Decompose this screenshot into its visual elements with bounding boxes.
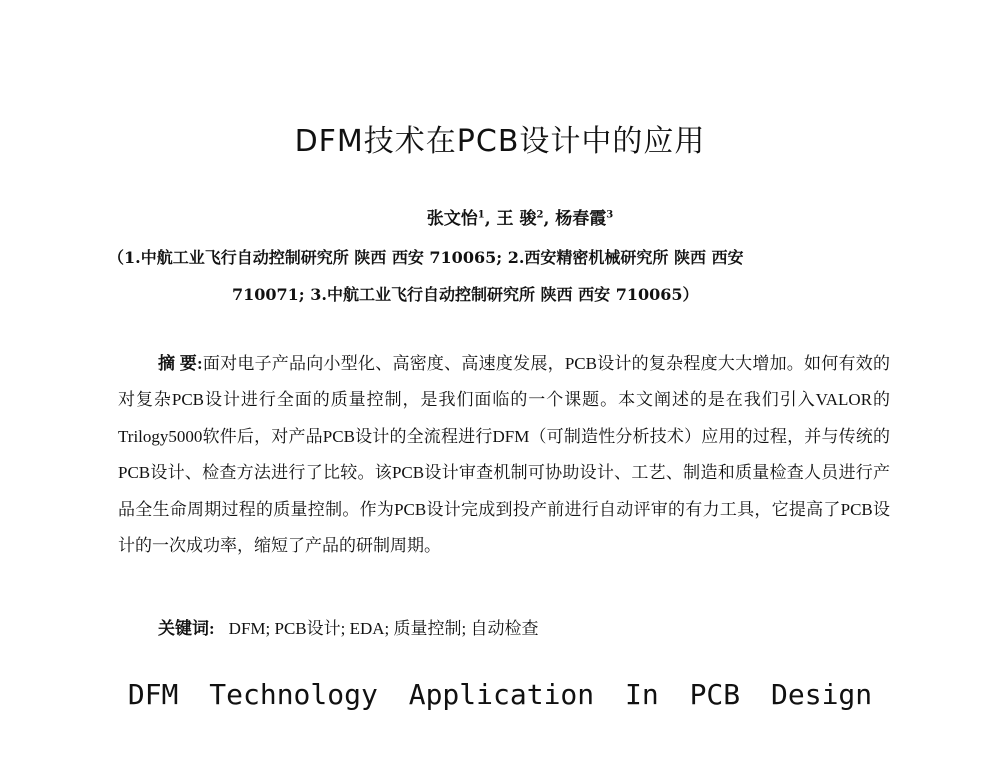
english-title: DFM Technology Application In PCB Design bbox=[127, 678, 873, 711]
author-name: 王 骏 bbox=[496, 209, 537, 229]
keywords bbox=[158, 614, 538, 639]
author-name: 杨春霞 bbox=[555, 209, 607, 229]
author-affiliation-mark: 1 bbox=[477, 209, 485, 221]
author-affiliation-mark: 2 bbox=[536, 209, 544, 221]
author-affiliation-mark: 3 bbox=[606, 209, 614, 221]
abstract bbox=[118, 346, 890, 564]
affiliation-line-2: 710071; 3.中航工业飞行自动控制研究所 陕西 西安 710065） bbox=[232, 285, 699, 304]
author-name: 张文怡 bbox=[426, 209, 478, 229]
keywords-text: DFM; PCB设计; EDA; 质量控制; 自动检查 bbox=[228, 619, 539, 638]
keywords-label: 关键词: bbox=[158, 619, 215, 638]
affiliation-line-1: （1.中航工业飞行自动控制研究所 陕西 西安 710065; 2.西安精密机械研究所 陕西 西安 bbox=[108, 248, 744, 267]
abstract-text: 面对电子产品向小型化、高密度、高速度发展，PCB设计的复杂程度大大增加。如何有效的对复杂PCB设计进行全面的质量控制，是我们面临的一个课题。本文阐述的是在我们引入VALOR的Trilogy5000软件后，对产品PCB设计的全流程进行DFM（可制造性分析技术）应用的过程，并与传统的PCB设计、检查方法进行了比较。该PCB设计审查机制可协助设计、工艺、制造和质量检查人员进行产品全生命周期过程的质量控制。作为PCB设计完成到投产前进行自动评审的有力工具，它提高了PCB设计的一次成功率，缩短了产品的研制周期。 bbox=[118, 354, 890, 556]
paper-title: DFM技术在PCB设计中的应用 bbox=[294, 124, 706, 159]
abstract-label: 摘 要: bbox=[158, 354, 203, 373]
author-list: 张文怡$^1$, 王 骏$^2$, 杨春霞$^3$ bbox=[426, 209, 614, 229]
